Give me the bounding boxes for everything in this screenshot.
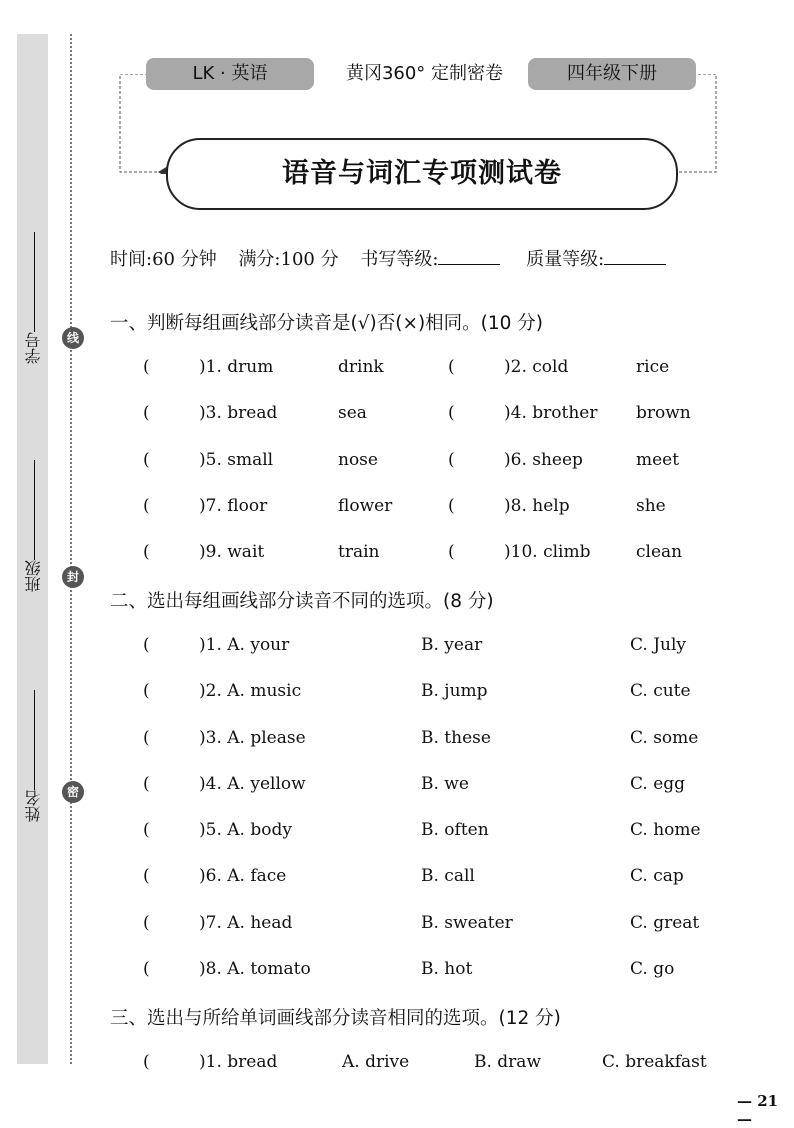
- answer-paren[interactable]: (: [143, 959, 150, 979]
- item-word: )2. cold: [504, 357, 569, 377]
- cut-line: [70, 34, 72, 1064]
- option-c: C. some: [630, 728, 699, 748]
- option-b: B. sweater: [421, 913, 513, 933]
- writing-grade-label: 书写等级:: [360, 249, 439, 270]
- option-a: )2. A. music: [199, 681, 302, 701]
- answer-paren[interactable]: (: [448, 542, 455, 562]
- option-a: )7. A. head: [199, 913, 293, 933]
- quality-grade-blank[interactable]: [604, 264, 666, 265]
- item-word: )4. brother: [504, 403, 598, 423]
- class-field: [22, 460, 45, 592]
- option-b: B. call: [421, 866, 475, 886]
- option-c: C. egg: [630, 774, 686, 794]
- item-word: )5. small: [199, 450, 274, 470]
- answer-paren[interactable]: (: [448, 496, 455, 516]
- item-word: )3. bread: [199, 403, 278, 423]
- option-c: C. July: [630, 635, 687, 655]
- score-info: 满分:100 分: [238, 249, 339, 270]
- student-id-blank[interactable]: [35, 232, 36, 332]
- answer-paren[interactable]: (: [448, 450, 455, 470]
- seal-mark-xian: 线: [62, 327, 84, 349]
- quality-grade-label: 质量等级:: [526, 249, 605, 270]
- answer-paren[interactable]: (: [143, 774, 150, 794]
- answer-paren[interactable]: (: [143, 542, 150, 562]
- compare-word: clean: [636, 542, 683, 562]
- option-a: )6. A. face: [199, 866, 287, 886]
- page-title: 语音与词汇专项测试卷: [282, 158, 562, 189]
- grade-badge: 四年级下册: [528, 58, 696, 90]
- section3-heading: 三、选出与所给单词画线部分读音相同的选项。(12 分): [110, 1008, 561, 1029]
- compare-word: flower: [338, 496, 393, 516]
- brand-text: 黄冈360° 定制密卷: [345, 63, 504, 84]
- answer-paren[interactable]: (: [143, 403, 150, 423]
- name-field: [22, 690, 45, 822]
- option-a: )4. A. yellow: [199, 774, 306, 794]
- compare-word: train: [338, 542, 380, 562]
- compare-word: sea: [338, 403, 367, 423]
- option-a: )1. A. your: [199, 635, 290, 655]
- option-c: C. breakfast: [602, 1052, 707, 1072]
- seal-mark-feng: 封: [62, 566, 84, 588]
- option-a: )3. A. please: [199, 728, 306, 748]
- answer-paren[interactable]: (: [143, 728, 150, 748]
- section1-heading: 一、判断每组画线部分读音是(√)否(×)相同。(10 分): [110, 313, 544, 334]
- answer-paren[interactable]: (: [143, 681, 150, 701]
- writing-grade-blank[interactable]: [438, 264, 500, 265]
- answer-paren[interactable]: (: [143, 1052, 150, 1072]
- class-label: 班级: [24, 560, 43, 592]
- answer-paren[interactable]: (: [143, 820, 150, 840]
- answer-paren[interactable]: (: [448, 403, 455, 423]
- seal-mark-mi: 密: [62, 781, 84, 803]
- answer-paren[interactable]: (: [143, 496, 150, 516]
- option-b: B. draw: [474, 1052, 541, 1072]
- compare-word: she: [636, 496, 666, 516]
- page-number: — 21 —: [737, 1092, 779, 1128]
- exam-info: [110, 245, 686, 271]
- section2-heading: 二、选出每组画线部分读音不同的选项。(8 分): [110, 591, 494, 612]
- item-word: )8. help: [504, 496, 570, 516]
- option-c: C. go: [630, 959, 675, 979]
- option-c: C. cap: [630, 866, 684, 886]
- answer-paren[interactable]: (: [143, 450, 150, 470]
- option-c: C. great: [630, 913, 700, 933]
- option-a: A. drive: [342, 1052, 410, 1072]
- subject-badge: LK · 英语: [146, 58, 314, 90]
- option-b: B. often: [421, 820, 489, 840]
- option-a: )8. A. tomato: [199, 959, 311, 979]
- time-info: 时间:60 分钟: [110, 249, 217, 270]
- option-c: C. cute: [630, 681, 691, 701]
- option-b: B. year: [421, 635, 483, 655]
- compare-word: rice: [636, 357, 670, 377]
- compare-word: nose: [338, 450, 378, 470]
- option-b: B. these: [421, 728, 491, 748]
- answer-paren[interactable]: (: [143, 866, 150, 886]
- item-word: )10. climb: [504, 542, 591, 562]
- option-c: C. home: [630, 820, 701, 840]
- option-b: B. hot: [421, 959, 473, 979]
- compare-word: drink: [338, 357, 384, 377]
- name-label: 姓名: [24, 790, 43, 822]
- answer-paren[interactable]: (: [143, 635, 150, 655]
- student-id-label: 学号: [24, 332, 43, 364]
- given-word: )1. bread: [199, 1052, 278, 1072]
- option-b: B. we: [421, 774, 469, 794]
- answer-paren[interactable]: (: [143, 913, 150, 933]
- option-b: B. jump: [421, 681, 488, 701]
- compare-word: meet: [636, 450, 680, 470]
- answer-paren[interactable]: (: [448, 357, 455, 377]
- name-blank[interactable]: [35, 690, 36, 790]
- class-blank[interactable]: [35, 460, 36, 560]
- option-a: )5. A. body: [199, 820, 292, 840]
- item-word: )7. floor: [199, 496, 268, 516]
- item-word: )6. sheep: [504, 450, 583, 470]
- compare-word: brown: [636, 403, 691, 423]
- answer-paren[interactable]: (: [143, 357, 150, 377]
- item-word: )1. drum: [199, 357, 274, 377]
- student-id-field: [22, 232, 45, 364]
- item-word: )9. wait: [199, 542, 265, 562]
